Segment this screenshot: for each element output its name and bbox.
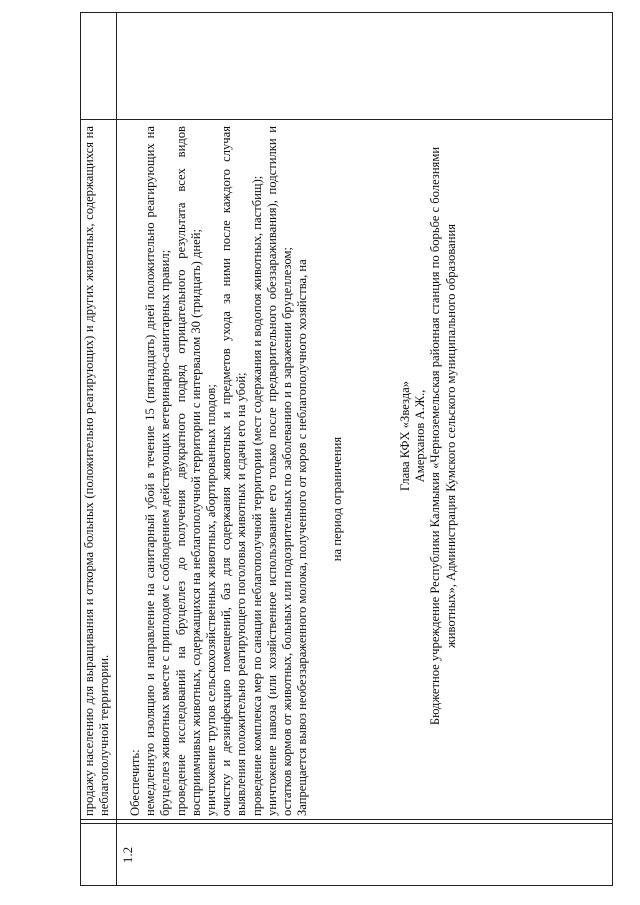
measure-item: немедленную изоляцию и направление на санитарный убой в течение 15 (пятнадцать) дней положительно реагирующих на бруцеллез животных вместе с приплодом с соблюдением действующих ветеринарно-санитарных правил; xyxy=(143,126,173,816)
measure-item: проведение исследований на бруцеллез до получения двукратного подряд отрицательного результата всех видов восприимчивых животных, содержащихся на неблагополучной территории с интервалом 30 (тридцать) дней; xyxy=(173,126,203,816)
previous-row-text: продажу населению для выращивания и откорма больных (положительно реагирующих) и других животных, содержащихся на неблагополучной территории. xyxy=(82,126,112,816)
table-border-bottom xyxy=(612,12,613,886)
measures-heading: Обеспечить: xyxy=(128,749,142,816)
rotated-table-region xyxy=(80,12,612,886)
period-cell: на период ограничения xyxy=(330,436,344,562)
responsible-line: Амерханов А.Ж., xyxy=(413,389,428,483)
column-divider-number xyxy=(80,823,612,824)
responsible-line: Глава КФХ «Звезда» xyxy=(398,380,412,492)
column-divider-text xyxy=(80,819,612,820)
column-divider-period xyxy=(80,119,612,120)
responsible-line: Бюджетное учреждение Республики Калмыкия «Черноземельская районная станция по борьбе с болезнями животных», Администрация Кумского сельского муниципального образования xyxy=(428,146,458,726)
measure-item: уничтожение навоза (или хозяйственное использование его только после предварительного обеззараживания), подстилки и остатков кормов от животных, больных или подозрительных по заболеванию и в заражении бруцеллезом; xyxy=(264,126,295,816)
measure-item: очистку и дезинфекцию помещений, баз для содержания животных и предметов ухода за ними после каждого случая выявления положительно реагирующего поголовья животных и сдачи его на убой; xyxy=(219,126,249,816)
table-border-left xyxy=(80,885,612,886)
row-number: 1.2 xyxy=(120,846,135,864)
row-divider xyxy=(116,12,117,886)
measure-item: Запрещается вывоз необеззараженного молока, полученного от коров с неблагополучного хозяйства, на xyxy=(295,259,310,816)
measures-table xyxy=(80,12,612,886)
responsible-cell xyxy=(398,126,459,746)
table-border-top xyxy=(80,12,81,886)
table-border-right xyxy=(80,12,612,13)
measure-item: уничтожение трупов сельскохозяйственных животных, абортированных плодов; xyxy=(204,384,219,816)
measure-item: проведение комплекса мер по санации неблагополучной территории (мест содержания и водопоя животных, пастбищ); xyxy=(249,175,264,816)
measures-cell xyxy=(128,126,310,816)
